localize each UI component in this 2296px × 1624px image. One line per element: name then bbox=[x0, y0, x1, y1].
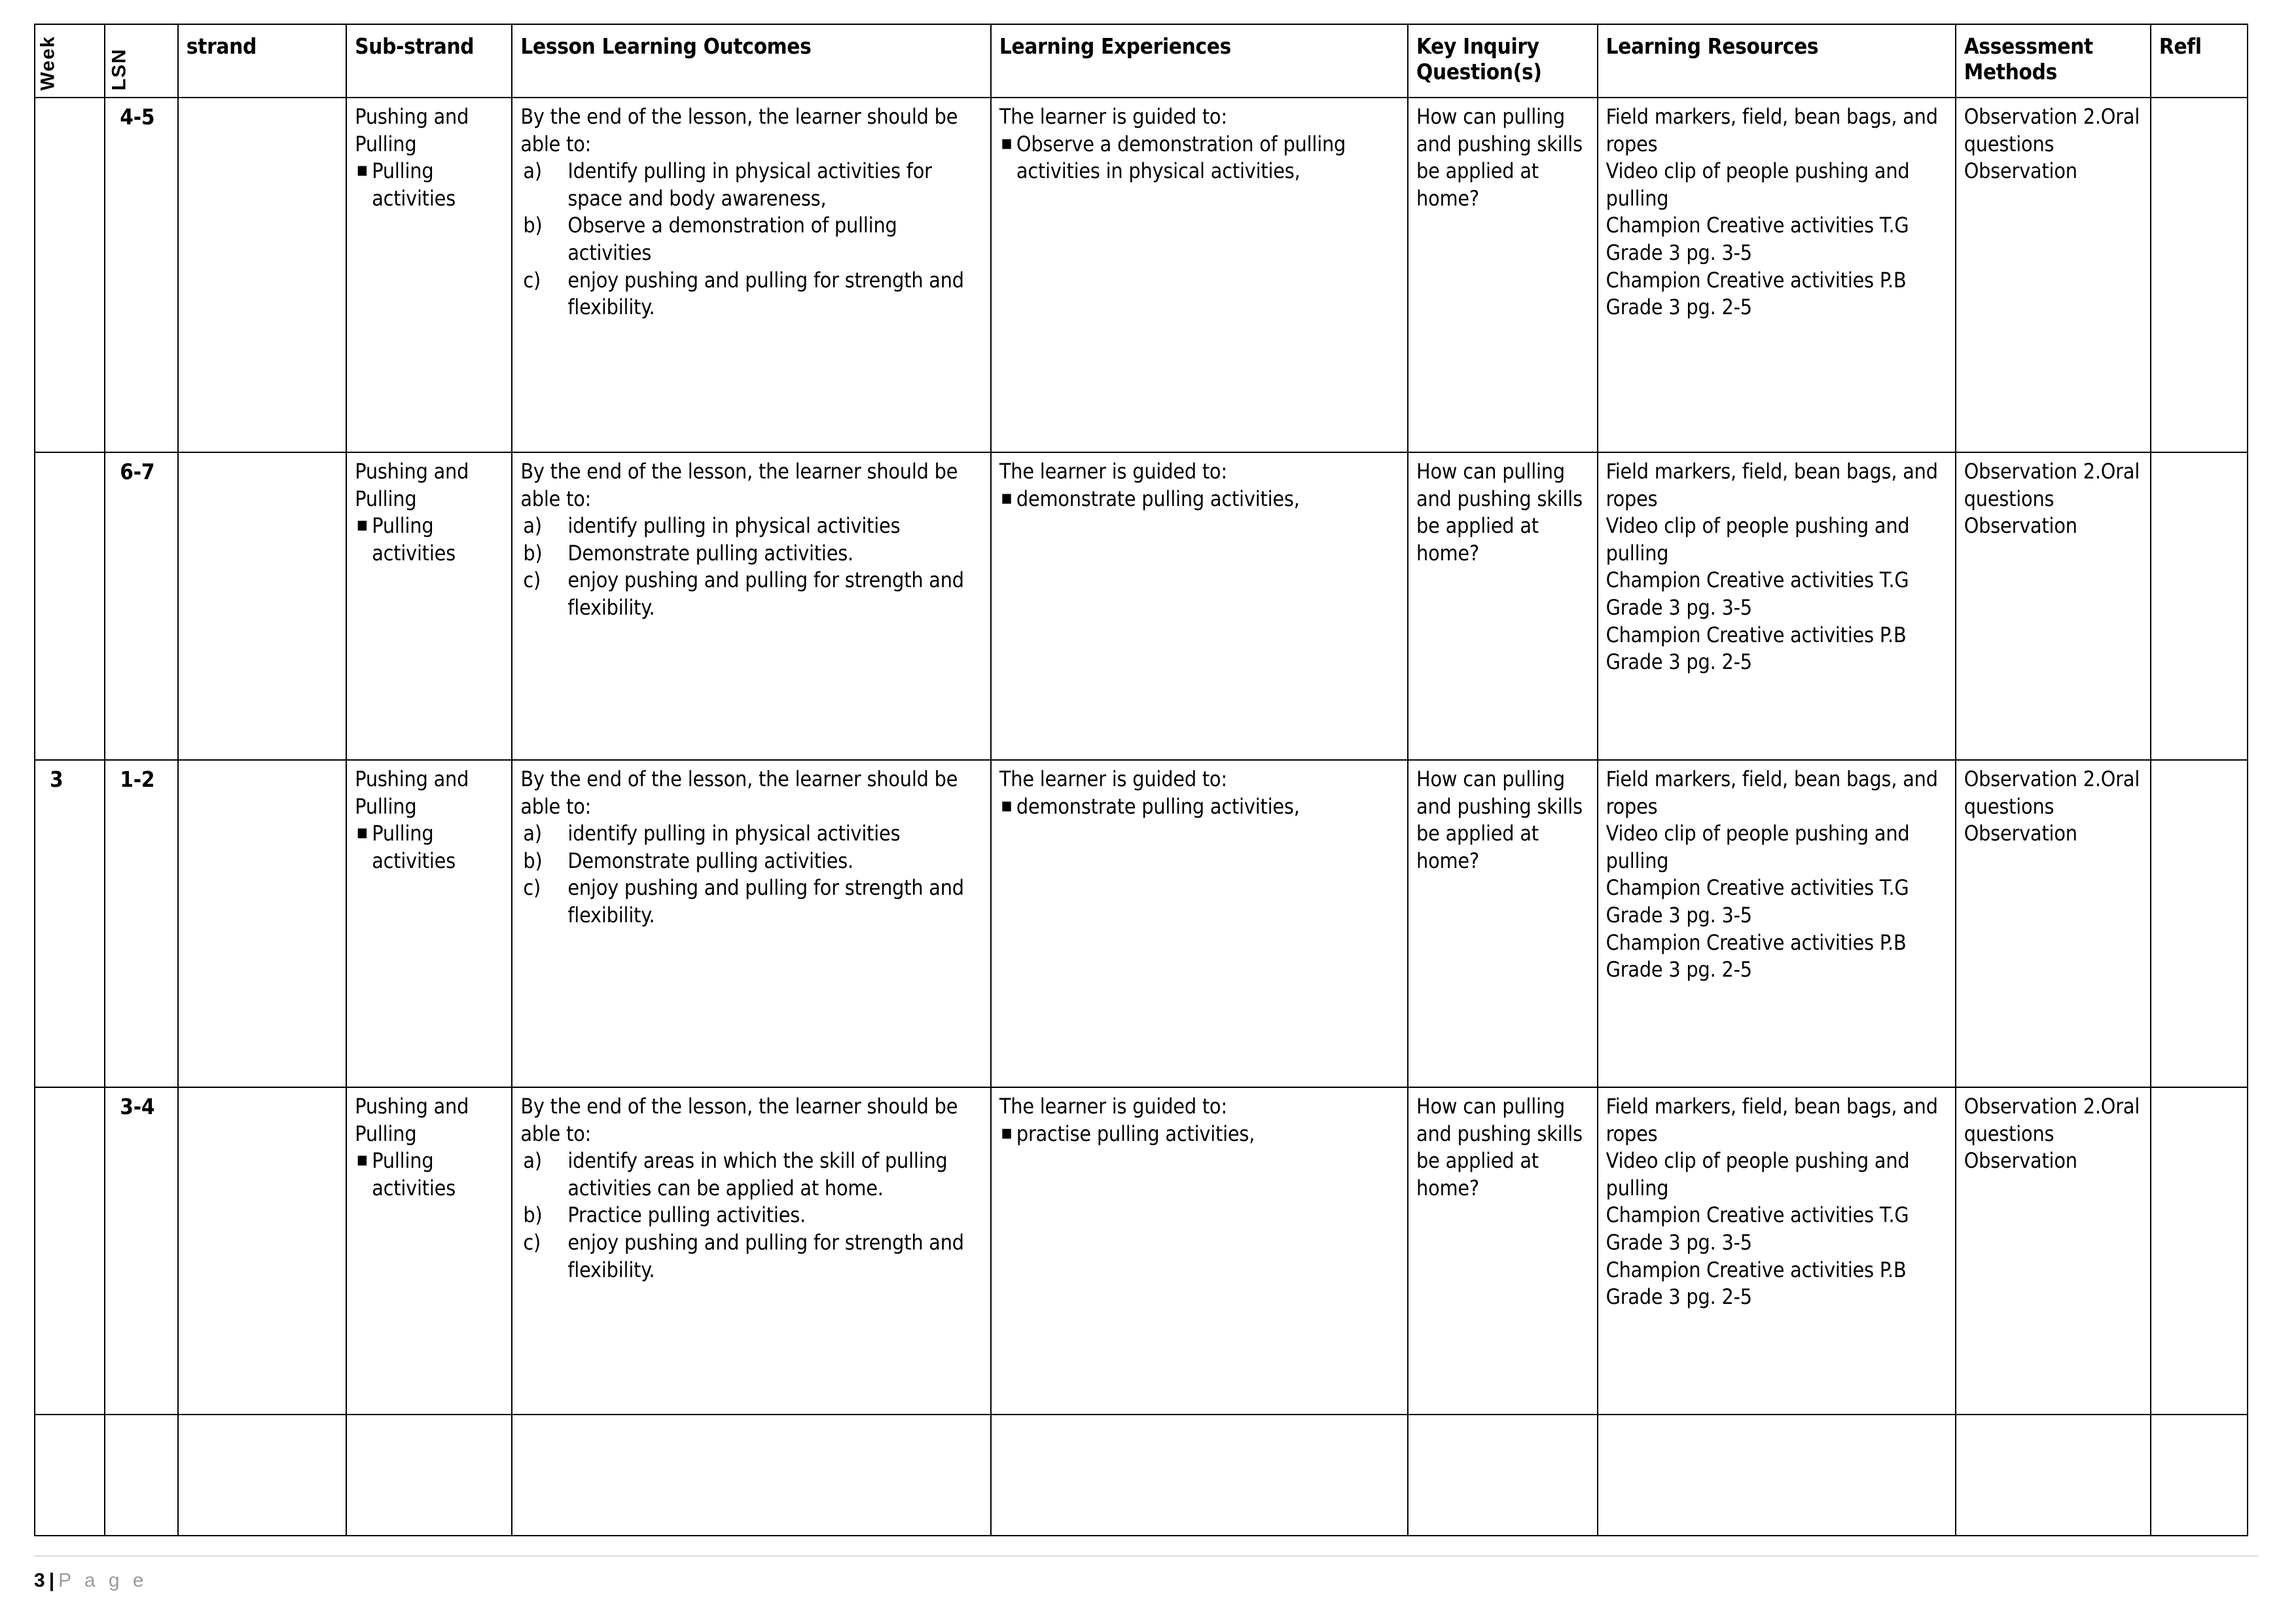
cell-refl bbox=[2151, 1415, 2248, 1536]
cell-assessment-methods bbox=[1956, 1087, 2151, 1415]
learning-experiences-bullet-list bbox=[999, 793, 1401, 821]
cell-assessment-methods bbox=[1956, 98, 2151, 452]
cell-learning-experiences bbox=[991, 452, 1408, 760]
learning-resource-item: Champion Creative activities T.G Grade 3 pg. 3-5 bbox=[1605, 568, 1909, 620]
week-value: 3 bbox=[50, 767, 63, 792]
cell-assessment-methods bbox=[1956, 452, 2151, 760]
learning-experiences-bullet: ▪ practise pulling activities, bbox=[999, 1121, 1401, 1148]
assessment-method-item: Observation 2.Oral questions bbox=[1964, 104, 2140, 156]
cell-lesson-learning-outcomes bbox=[512, 1087, 991, 1415]
cell-learning-resources bbox=[1598, 760, 1956, 1087]
table-body bbox=[35, 98, 2248, 1536]
key-inquiry-line-2: Question(s) bbox=[1416, 58, 1542, 84]
cell-assessment-methods bbox=[1956, 1415, 2151, 1536]
assessment-method-item: Observation bbox=[1964, 513, 2077, 539]
cell-learning-resources bbox=[1598, 1087, 1956, 1415]
sub-strand-title: Pushing and Pulling bbox=[355, 767, 469, 819]
llo-outcome-item: Demonstrate pulling activities. bbox=[567, 848, 853, 873]
lsn-value: 3-4 bbox=[120, 1094, 155, 1119]
learning-resource-item: Champion Creative activities P.B Grade 3 pg. 2-5 bbox=[1605, 1257, 1907, 1310]
cell-lsn bbox=[105, 452, 178, 760]
llo-outcome-item: enjoy pushing and pulling for strength and flexibility. bbox=[567, 267, 964, 320]
cell-refl bbox=[2151, 1087, 2248, 1415]
learning-resource-item: Video clip of people pushing and pulling bbox=[1605, 1148, 1910, 1200]
cell-lesson-learning-outcomes bbox=[512, 452, 991, 760]
lsn-value: 6-7 bbox=[120, 459, 155, 484]
cell-refl bbox=[2151, 98, 2248, 452]
cell-refl bbox=[2151, 452, 2248, 760]
learning-resource-item: Video clip of people pushing and pulling bbox=[1605, 513, 1910, 566]
sub-strand-title: Pushing and Pulling bbox=[355, 104, 469, 156]
lsn-value: 4-5 bbox=[120, 104, 155, 130]
llo-intro: By the end of the lesson, the learner should be able to: bbox=[520, 104, 958, 156]
cell-lesson-learning-outcomes bbox=[512, 1415, 991, 1536]
learning-resource-item: Field markers, field, bean bags, and ropes bbox=[1605, 459, 1938, 511]
sub-strand-bullet: ▪ Pulling activities bbox=[355, 1147, 505, 1202]
learning-experiences-bullet-list bbox=[999, 131, 1401, 185]
learning-experiences-bullet: ▪ Observe a demonstration of pulling activities in physical activities, bbox=[999, 131, 1401, 185]
cell-learning-experiences bbox=[991, 1087, 1408, 1415]
column-header-learning-resources: Learning Resources bbox=[1598, 24, 1956, 98]
cell-strand bbox=[178, 98, 346, 452]
cell-learning-experiences bbox=[991, 98, 1408, 452]
llo-outcome-list bbox=[520, 513, 984, 621]
llo-outcome-item: identify pulling in physical activities bbox=[567, 513, 901, 539]
footer-page-label bbox=[34, 1571, 2258, 1591]
llo-outcome-item: identify pulling in physical activities bbox=[567, 821, 901, 846]
footer-page-word: P a g e bbox=[58, 1570, 148, 1591]
key-inquiry-question-text: How can pulling and pushing skills be applied at home? bbox=[1416, 459, 1583, 566]
cell-learning-resources bbox=[1598, 1415, 1956, 1536]
footer-separator: | bbox=[48, 1570, 55, 1591]
learning-experiences-bullet: ▪ demonstrate pulling activities, bbox=[999, 793, 1401, 821]
column-header-sub-strand: Sub-strand bbox=[346, 24, 512, 98]
cell-learning-resources bbox=[1598, 452, 1956, 760]
assessment-method-item: Observation 2.Oral questions bbox=[1964, 1094, 2140, 1146]
learning-resource-item: Field markers, field, bean bags, and ropes bbox=[1605, 104, 1938, 156]
column-header-lsn-label: LSN bbox=[108, 48, 130, 90]
sub-strand-bullet: ▪ Pulling activities bbox=[355, 158, 505, 212]
cell-lsn bbox=[105, 98, 178, 452]
llo-outcome-item: enjoy pushing and pulling for strength and flexibility. bbox=[567, 1229, 964, 1282]
llo-outcome-item: enjoy pushing and pulling for strength and flexibility. bbox=[567, 568, 964, 620]
column-header-assessment-methods bbox=[1956, 24, 2151, 98]
learning-resource-item: Video clip of people pushing and pulling bbox=[1605, 158, 1910, 211]
table-row bbox=[35, 1087, 2248, 1415]
cell-sub-strand bbox=[346, 452, 512, 760]
cell-assessment-methods bbox=[1956, 760, 2151, 1087]
learning-resource-item: Champion Creative activities T.G Grade 3 pg. 3-5 bbox=[1605, 213, 1909, 265]
cell-key-inquiry-question bbox=[1408, 1415, 1598, 1536]
learning-experiences-intro: The learner is guided to: bbox=[999, 104, 1227, 129]
lsn-value: 1-2 bbox=[120, 767, 155, 792]
llo-outcome-item: enjoy pushing and pulling for strength and flexibility. bbox=[567, 875, 964, 928]
cell-learning-experiences bbox=[991, 760, 1408, 1087]
sub-strand-title: Pushing and Pulling bbox=[355, 1094, 469, 1146]
assessment-method-item: Observation bbox=[1964, 158, 2077, 184]
assessment-line-2: Methods bbox=[1964, 58, 2057, 84]
cell-lesson-learning-outcomes bbox=[512, 98, 991, 452]
llo-intro: By the end of the lesson, the learner should be able to: bbox=[520, 767, 958, 819]
key-inquiry-question-text: How can pulling and pushing skills be applied at home? bbox=[1416, 1094, 1583, 1200]
llo-outcome-item: Practice pulling activities. bbox=[567, 1202, 806, 1228]
footer-divider bbox=[34, 1555, 2258, 1557]
cell-strand bbox=[178, 1087, 346, 1415]
learning-experiences-bullet-list bbox=[999, 486, 1401, 513]
column-header-lsn bbox=[105, 24, 178, 98]
cell-week bbox=[35, 98, 105, 452]
cell-refl bbox=[2151, 760, 2248, 1087]
sub-strand-bullet-list bbox=[355, 1147, 505, 1202]
scheme-of-work-table bbox=[34, 24, 2248, 1536]
llo-outcome-item: Identify pulling in physical activities for space and body awareness, bbox=[567, 158, 932, 211]
table-row bbox=[35, 452, 2248, 760]
footer-page-number: 3 bbox=[34, 1570, 45, 1591]
cell-week bbox=[35, 760, 105, 1087]
learning-resource-item: Champion Creative activities T.G Grade 3 pg. 3-5 bbox=[1605, 875, 1909, 928]
cell-lesson-learning-outcomes bbox=[512, 760, 991, 1087]
sub-strand-bullet: ▪ Pulling activities bbox=[355, 513, 505, 567]
cell-key-inquiry-question bbox=[1408, 760, 1598, 1087]
cell-key-inquiry-question bbox=[1408, 452, 1598, 760]
column-header-lesson-learning-outcomes: Lesson Learning Outcomes bbox=[512, 24, 991, 98]
learning-experiences-bullet: ▪ demonstrate pulling activities, bbox=[999, 486, 1401, 513]
learning-resource-item: Champion Creative activities P.B Grade 3 pg. 2-5 bbox=[1605, 267, 1907, 320]
assessment-method-item: Observation 2.Oral questions bbox=[1964, 767, 2140, 819]
learning-experiences-intro: The learner is guided to: bbox=[999, 767, 1227, 791]
llo-outcome-item: identify areas in which the skill of pulling activities can be applied at home. bbox=[567, 1148, 948, 1200]
llo-intro: By the end of the lesson, the learner should be able to: bbox=[520, 1094, 958, 1146]
cell-sub-strand bbox=[346, 1415, 512, 1536]
page-footer bbox=[34, 1555, 2258, 1591]
llo-outcome-list bbox=[520, 820, 984, 929]
llo-outcome-list bbox=[520, 158, 984, 321]
cell-lsn bbox=[105, 1087, 178, 1415]
cell-lsn bbox=[105, 760, 178, 1087]
sub-strand-title: Pushing and Pulling bbox=[355, 459, 469, 511]
cell-learning-experiences bbox=[991, 1415, 1408, 1536]
learning-resource-item: Champion Creative activities P.B Grade 3 pg. 2-5 bbox=[1605, 622, 1907, 675]
cell-sub-strand bbox=[346, 98, 512, 452]
column-header-strand: strand bbox=[178, 24, 346, 98]
learning-resource-item: Champion Creative activities T.G Grade 3 pg. 3-5 bbox=[1605, 1202, 1909, 1255]
key-inquiry-question-text: How can pulling and pushing skills be applied at home? bbox=[1416, 767, 1583, 873]
learning-experiences-bullet-list bbox=[999, 1121, 1401, 1148]
key-inquiry-line-1: Key Inquiry bbox=[1416, 33, 1539, 59]
cell-sub-strand bbox=[346, 760, 512, 1087]
sub-strand-bullet-list bbox=[355, 158, 505, 212]
llo-intro: By the end of the lesson, the learner should be able to: bbox=[520, 459, 958, 511]
assessment-line-1: Assessment bbox=[1964, 33, 2093, 59]
key-inquiry-question-text: How can pulling and pushing skills be applied at home? bbox=[1416, 104, 1583, 211]
llo-outcome-item: Demonstrate pulling activities. bbox=[567, 540, 853, 566]
cell-lsn bbox=[105, 1415, 178, 1536]
table-row bbox=[35, 1415, 2248, 1536]
sub-strand-bullet-list bbox=[355, 820, 505, 875]
llo-outcome-list bbox=[520, 1147, 984, 1284]
column-header-learning-experiences: Learning Experiences bbox=[991, 24, 1408, 98]
cell-strand bbox=[178, 760, 346, 1087]
sub-strand-bullet: ▪ Pulling activities bbox=[355, 820, 505, 875]
learning-experiences-intro: The learner is guided to: bbox=[999, 1094, 1227, 1119]
cell-week bbox=[35, 1087, 105, 1415]
column-header-refl: Refl bbox=[2151, 24, 2248, 98]
assessment-method-item: Observation 2.Oral questions bbox=[1964, 459, 2140, 511]
learning-resource-item: Field markers, field, bean bags, and ropes bbox=[1605, 767, 1938, 819]
learning-resource-item: Champion Creative activities P.B Grade 3 pg. 2-5 bbox=[1605, 929, 1907, 983]
table-row bbox=[35, 760, 2248, 1087]
cell-strand bbox=[178, 1415, 346, 1536]
learning-resource-item: Video clip of people pushing and pulling bbox=[1605, 821, 1910, 873]
cell-week bbox=[35, 1415, 105, 1536]
cell-week bbox=[35, 452, 105, 760]
learning-experiences-intro: The learner is guided to: bbox=[999, 459, 1227, 484]
assessment-method-item: Observation bbox=[1964, 1148, 2077, 1174]
cell-sub-strand bbox=[346, 1087, 512, 1415]
column-header-week bbox=[35, 24, 105, 98]
column-header-week-label: Week bbox=[37, 35, 59, 90]
cell-learning-resources bbox=[1598, 98, 1956, 452]
learning-resource-item: Field markers, field, bean bags, and ropes bbox=[1605, 1094, 1938, 1146]
sub-strand-bullet-list bbox=[355, 513, 505, 567]
llo-outcome-item: Observe a demonstration of pulling activities bbox=[567, 213, 897, 265]
cell-strand bbox=[178, 452, 346, 760]
cell-key-inquiry-question bbox=[1408, 1087, 1598, 1415]
table-header-row bbox=[35, 24, 2248, 98]
assessment-method-item: Observation bbox=[1964, 821, 2077, 846]
column-header-key-inquiry-questions bbox=[1408, 24, 1598, 98]
cell-key-inquiry-question bbox=[1408, 98, 1598, 452]
table-row bbox=[35, 98, 2248, 452]
